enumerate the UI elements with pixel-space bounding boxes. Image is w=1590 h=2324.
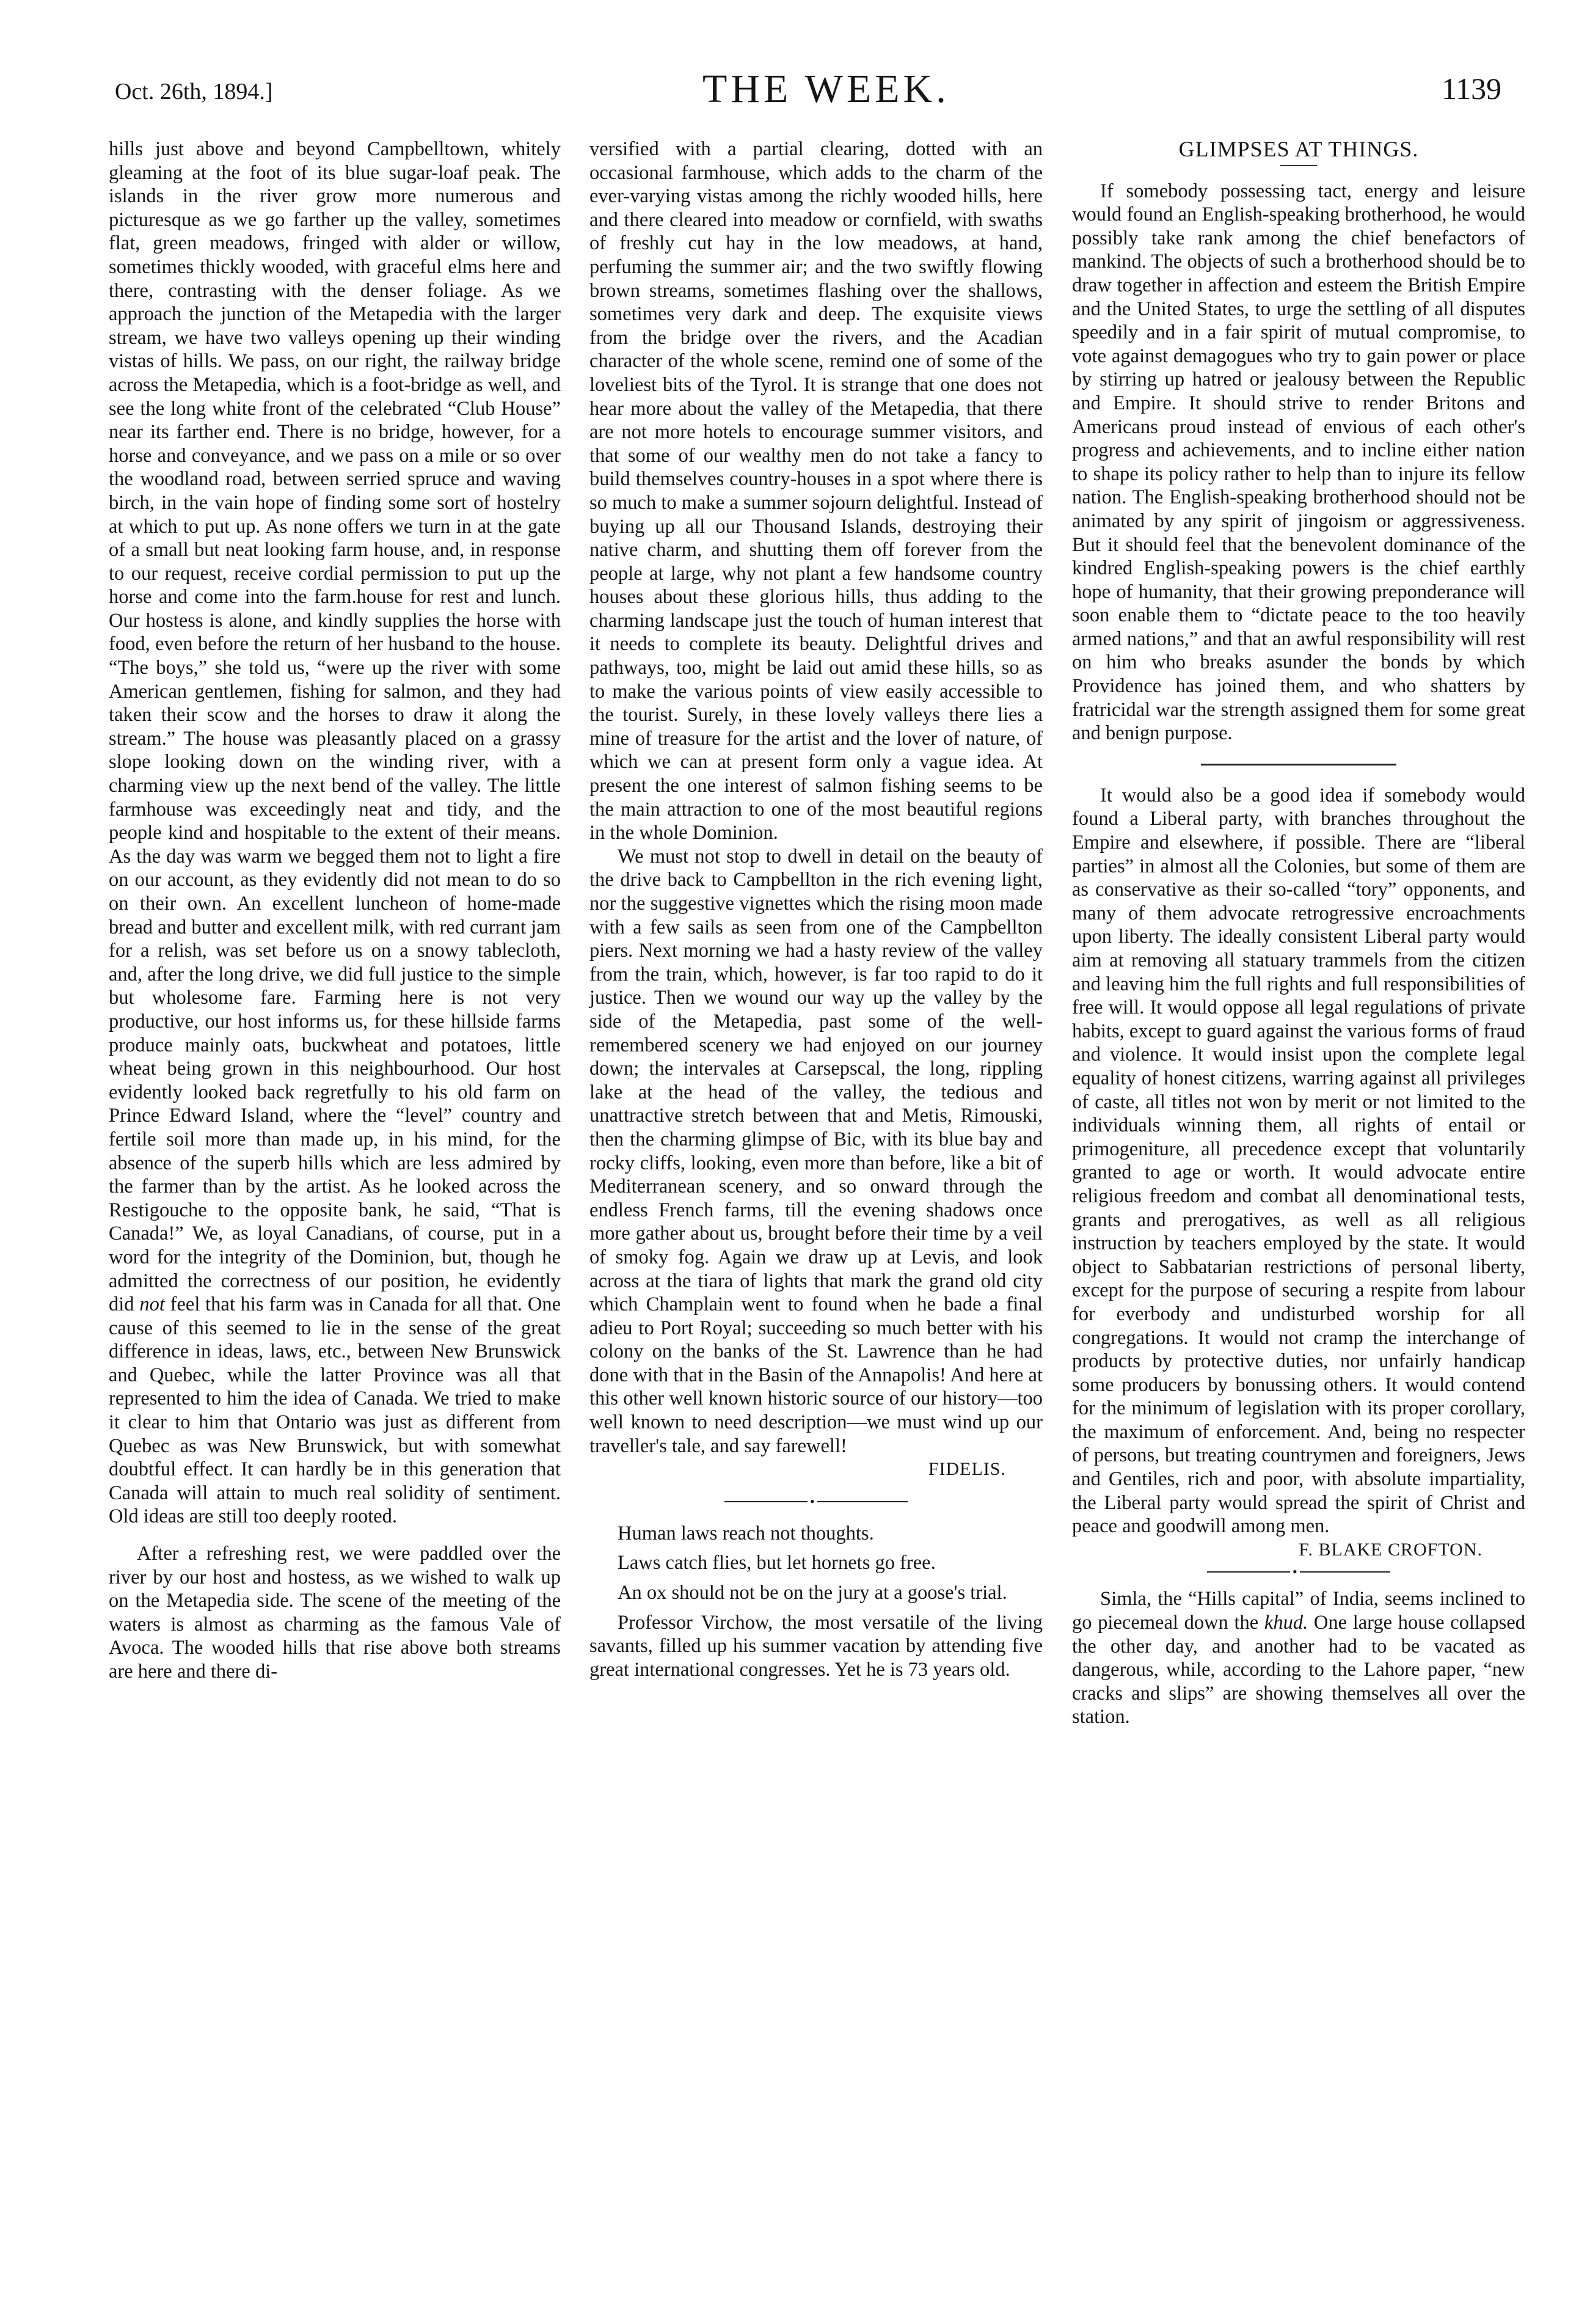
glimpses-paragraph-3-text: Simla, the “Hills capital” of India, seems inclined to go piecemeal down the: [1072, 1588, 1525, 1634]
emphasis-not: not: [139, 1293, 165, 1316]
journal-title: THE WEEK.: [702, 67, 950, 111]
section-divider: [724, 1493, 908, 1509]
page-number: 1139: [1442, 71, 1502, 106]
column-left: [109, 137, 561, 1684]
section-title: GLIMPSES AT THINGS.: [1178, 137, 1419, 161]
paragraph-rule: [1201, 764, 1396, 766]
column-middle: [589, 137, 1043, 1681]
page-header: [0, 0, 1590, 134]
section-divider-2: [1207, 1564, 1390, 1580]
title-rule: [1280, 165, 1317, 166]
issue-date: Oct. 26th, 1894.]: [115, 79, 273, 104]
signature-crofton: F. BLAKE CROFTON.: [1299, 1539, 1482, 1560]
glimpses-paragraph-1: If somebody possessing tact, energy and leisure would found an English-speaking brotherhood, he would possibly take rank among the chief benefactors of mankind. The objects of such a brotherhood should be to draw together in affection and esteem the British Empire and the United States, to urge the settling of all disputes speedily and in a fair spirit of mutual compromise, to vote against demagogues who try to gain power or place by stirring up hatred or jealousy between the Republic and Empire. It should strive to render Britons and Americans proud instead of envious of each other's progress and achievements, and to incline either nation to shape its policy rather to help than to injure its fellow nation. The English-speaking brotherhood should not be animated by any spirit of jingoism or aggressiveness. But it should feel that the benevolent dominance of the kindred English-speaking powers is the chief earthly hope of humanity, that their growing preponderance will soon enable them to “dictate peace to the too heavily armed nations,” and that an awful responsibility will rest on him who breaks asunder the bonds by which Providence has joined them, and who shatters by fratricidal war the strength assigned them for some great and benign purpose.: [1072, 180, 1525, 745]
signature-fidelis: FIDELIS.: [928, 1459, 1006, 1480]
divider-ornament-2: •: [1290, 1566, 1300, 1578]
saying-2: Laws catch flies, but let hornets go free.: [618, 1552, 936, 1574]
saying-3: An ox should not be on the jury at a goose's trial.: [618, 1582, 1007, 1604]
travel-paragraph-2: After a refreshing rest, we were paddled over the river by our host and hostess, as we wished to walk up on the Metapedia side. The scene of the meeting of the waters is almost as charming as the famous Vale of Avoca. The wooded hills that rise above both streams are here and there di-: [109, 1543, 561, 1683]
saying-1: Human laws reach not thoughts.: [618, 1522, 874, 1544]
glimpses-paragraph-2: It would also be a good idea if somebody would found a Liberal party, with branches throughout the Empire and elsewhere, if possible. There are “liberal parties” in almost all the Colonies, but some of them are as conservative as their so-called “tory” opponents, and many of them advocate retrogressive encroachments upon liberty. The ideally consistent Liberal party would aim at removing all statuary trammels from the citizen and leaving him the full rights and full responsibilities of free will. It would oppose all legal regulations of private habits, except to guard against the various forms of fraud and violence. It would insist upon the complete legal equality of honest citizens, warring against all privileges of caste, all titles not won by merit or not limited to the individuals winning them, all rights of entail or primogeniture, all precedence except that voluntarily granted to age or worth. It would advocate entire religious freedom and combat all denominational tests, grants and prerogatives, as well as all religious instruction by teachers employed by the state. It would object to Sabbatarian restrictions of personal liberty, except for the purpose of securing a respite from labour for everbody and undisturbed worship for all congregations. It would not cramp the interchange of products by protective duties, nor unfairly handicap some producers by bonussing others. It would contend for the minimum of legislation with its proper corollary, the maximum of enforcement. And, being no respecter of persons, but treating countrymen and foreigners, Jews and Gentiles, rich and poor, with absolute impartiality, the Liberal party would spread the spirit of Christ and peace and goodwill among men.: [1072, 784, 1525, 1538]
travel-paragraph-4: We must not stop to dwell in detail on the beauty of the drive back to Campbellton in the rich evening light, nor the suggestive vignettes which the rising moon made with a few sails as seen from one of the Campbellton piers. Next morning we had a hasty review of the valley from the train, which, however, is far too rapid to do it justice. Then we wound our way up the valley by the side of the Metapedia, past some of the well-remembered scenery we had enjoyed on our journey down; the intervales at Carsepscal, the long, rippling lake at the head of the valley, the tedious and unattractive stretch between that and Metis, Rimouski, then the charming glimpse of Bic, with its blue bay and rocky cliffs, looking, even more than before, like a bit of Mediterranean scenery, and so onward through the endless French farms, till the evening shadows once more gather about us, brought before their time by a veil of smoky fog. Again we draw up at Levis, and look across at the tiara of lights that mark the grand old city which Champlain went to found when he bade a final adieu to Port Royal; succeeding so much better with his colony on the banks of the St. Lawrence than he had done with that in the Basin of the Annapolis! And here at this other well known historic source of our history—too well known to need description—we must wind up our traveller's tale, and say farewell!: [589, 845, 1043, 1457]
divider-ornament: •: [808, 1496, 817, 1508]
saying-4: Professor Virchow, the most versatile of the living savants, filled up his summer vacation by attending five great international congresses. Yet he is 73 years old.: [589, 1611, 1043, 1681]
travel-paragraph-1-tail: feel that his farm was in Canada for all that. One cause of this seemed to lie in the sense of the great difference in ideas, laws, etc., between New Brunswick and Quebec, while the latter Province was all that represented to him the idea of Canada. We tried to make it clear to him that Ontario was just as different from Quebec as was New Brunswick, but with somewhat doubtful effect. It can hardly be in this generation that Canada will attain to much real solidity of sentiment. Old ideas are still too deeply rooted.: [109, 1293, 561, 1528]
column-right: [1072, 137, 1525, 1729]
glimpses-paragraph-3-tail: One large house collapsed the other day, and another had to be vacated as dangerous, while, according to the Lahore paper, “new cracks and slips” are showing themselves all over the station.: [1072, 1612, 1526, 1728]
emphasis-khud: khud.: [1264, 1612, 1308, 1634]
glimpses-paragraph-3: [1072, 1587, 1525, 1729]
travel-paragraph-1-text: hills just above and beyond Campbelltown, whitely gleaming at the foot of its blue sugar-loaf peak. The islands in the river grow more numerous and picturesque as we go farther up the valley, sometimes flat, green meadows, fringed with alder or willow, sometimes thickly wooded, with graceful elms here and there, contrasting with the denser foliage. As we approach the junction of the Metapedia with the larger stream, we have two valleys opening up their winding vistas of hills. We pass, on our right, the railway bridge across the Metapedia, which is a foot-bridge as well, and see the long white front of the celebrated “Club House” near its farther end. There is no bridge, however, for a horse and conveyance, and we pass on a mile or so over the woodland road, between serried spruce and waving birch, in the vain hope of finding some sort of hostelry at which to put up. As none offers we turn in at the gate of a small but neat looking farm house, and, in response to our request, receive cordial permission to put up the horse and come into the farm.house for rest and lunch. Our hostess is alone, and kindly supplies the horse with food, even before the return of her husband to the house. “The boys,” she told us, “were up the river with some American gentlemen, fishing for salmon, and they had taken their scow and the horses to draw it along the stream.” The house was pleasantly placed on a grassy slope looking down on the winding river, with a charming view up the next bend of the valley. The little farmhouse was exceedingly neat and tidy, and the people kind and hospitable to the extent of their means. As the day was warm we begged them not to light a fire on our account, as they evidently did not mean to do so on their own. An excellent luncheon of home-made bread and butter and excellent milk, with red currant jam for a relish, was set before us on a snowy tablecloth, and, after the long drive, we did full justice to the simple but wholesome fare. Farming here is not very productive, our host informs us, for these hillside farms produce mainly oats, buckwheat and potatoes, little wheat being grown in this neighbourhood. Our host evidently looked back regretfully to his old farm on Prince Edward Island, where the “level” country and fertile soil more than made up, in his mind, for the absence of the superb hills which are less admired by the farmer than by the artist. As he looked across the Restigouche to the opposite bank, he said, “That is Canada!” We, as loyal Canadians, of course, put in a word for the integrity of the Dominion, but, though he admitted the correctness of our position, he evidently did: [109, 138, 561, 1316]
travel-paragraph-3: versified with a partial clearing, dotted with an occasional farmhouse, which adds to the charm of the ever-varying vistas among the richly wooded hills, here and there cleared into meadow or cornfield, with swaths of freshly cut hay in the low meadows, at hand, perfuming the summer air; and the two swiftly flowing brown streams, sometimes flashing over the shallows, sometimes very dark and deep. The exquisite views from the bridge over the rivers, and the Acadian character of the whole scene, remind one of some of the loveliest bits of the Tyrol. It is strange that one does not hear more about the valley of the Metapedia, that there are not more hotels to encourage summer visitors, and that some of our wealthy men do not take a fancy to build themselves country-houses in a spot where there is so much to make a summer sojourn delightful. Instead of buying up all our Thousand Islands, destroying their native charm, and shutting them off forever from the people at large, why not plant a few handsome country houses about these glorious hills, thus adding to the charming landscape just the touch of human interest that it needs to complete its beauty. Delightful drives and pathways, too, might be laid out amid these hills, so as to make the various points of view easily accessible to the tourist. Surely, in these lovely valleys there lies a mine of treasure for the artist and the lover of nature, of which we can at present form only a vague idea. At present the one interest of salmon fishing seems to be the main attraction to one of the most beautiful regions in the whole Dominion.: [589, 138, 1043, 844]
travel-paragraph-1: [109, 137, 561, 1529]
